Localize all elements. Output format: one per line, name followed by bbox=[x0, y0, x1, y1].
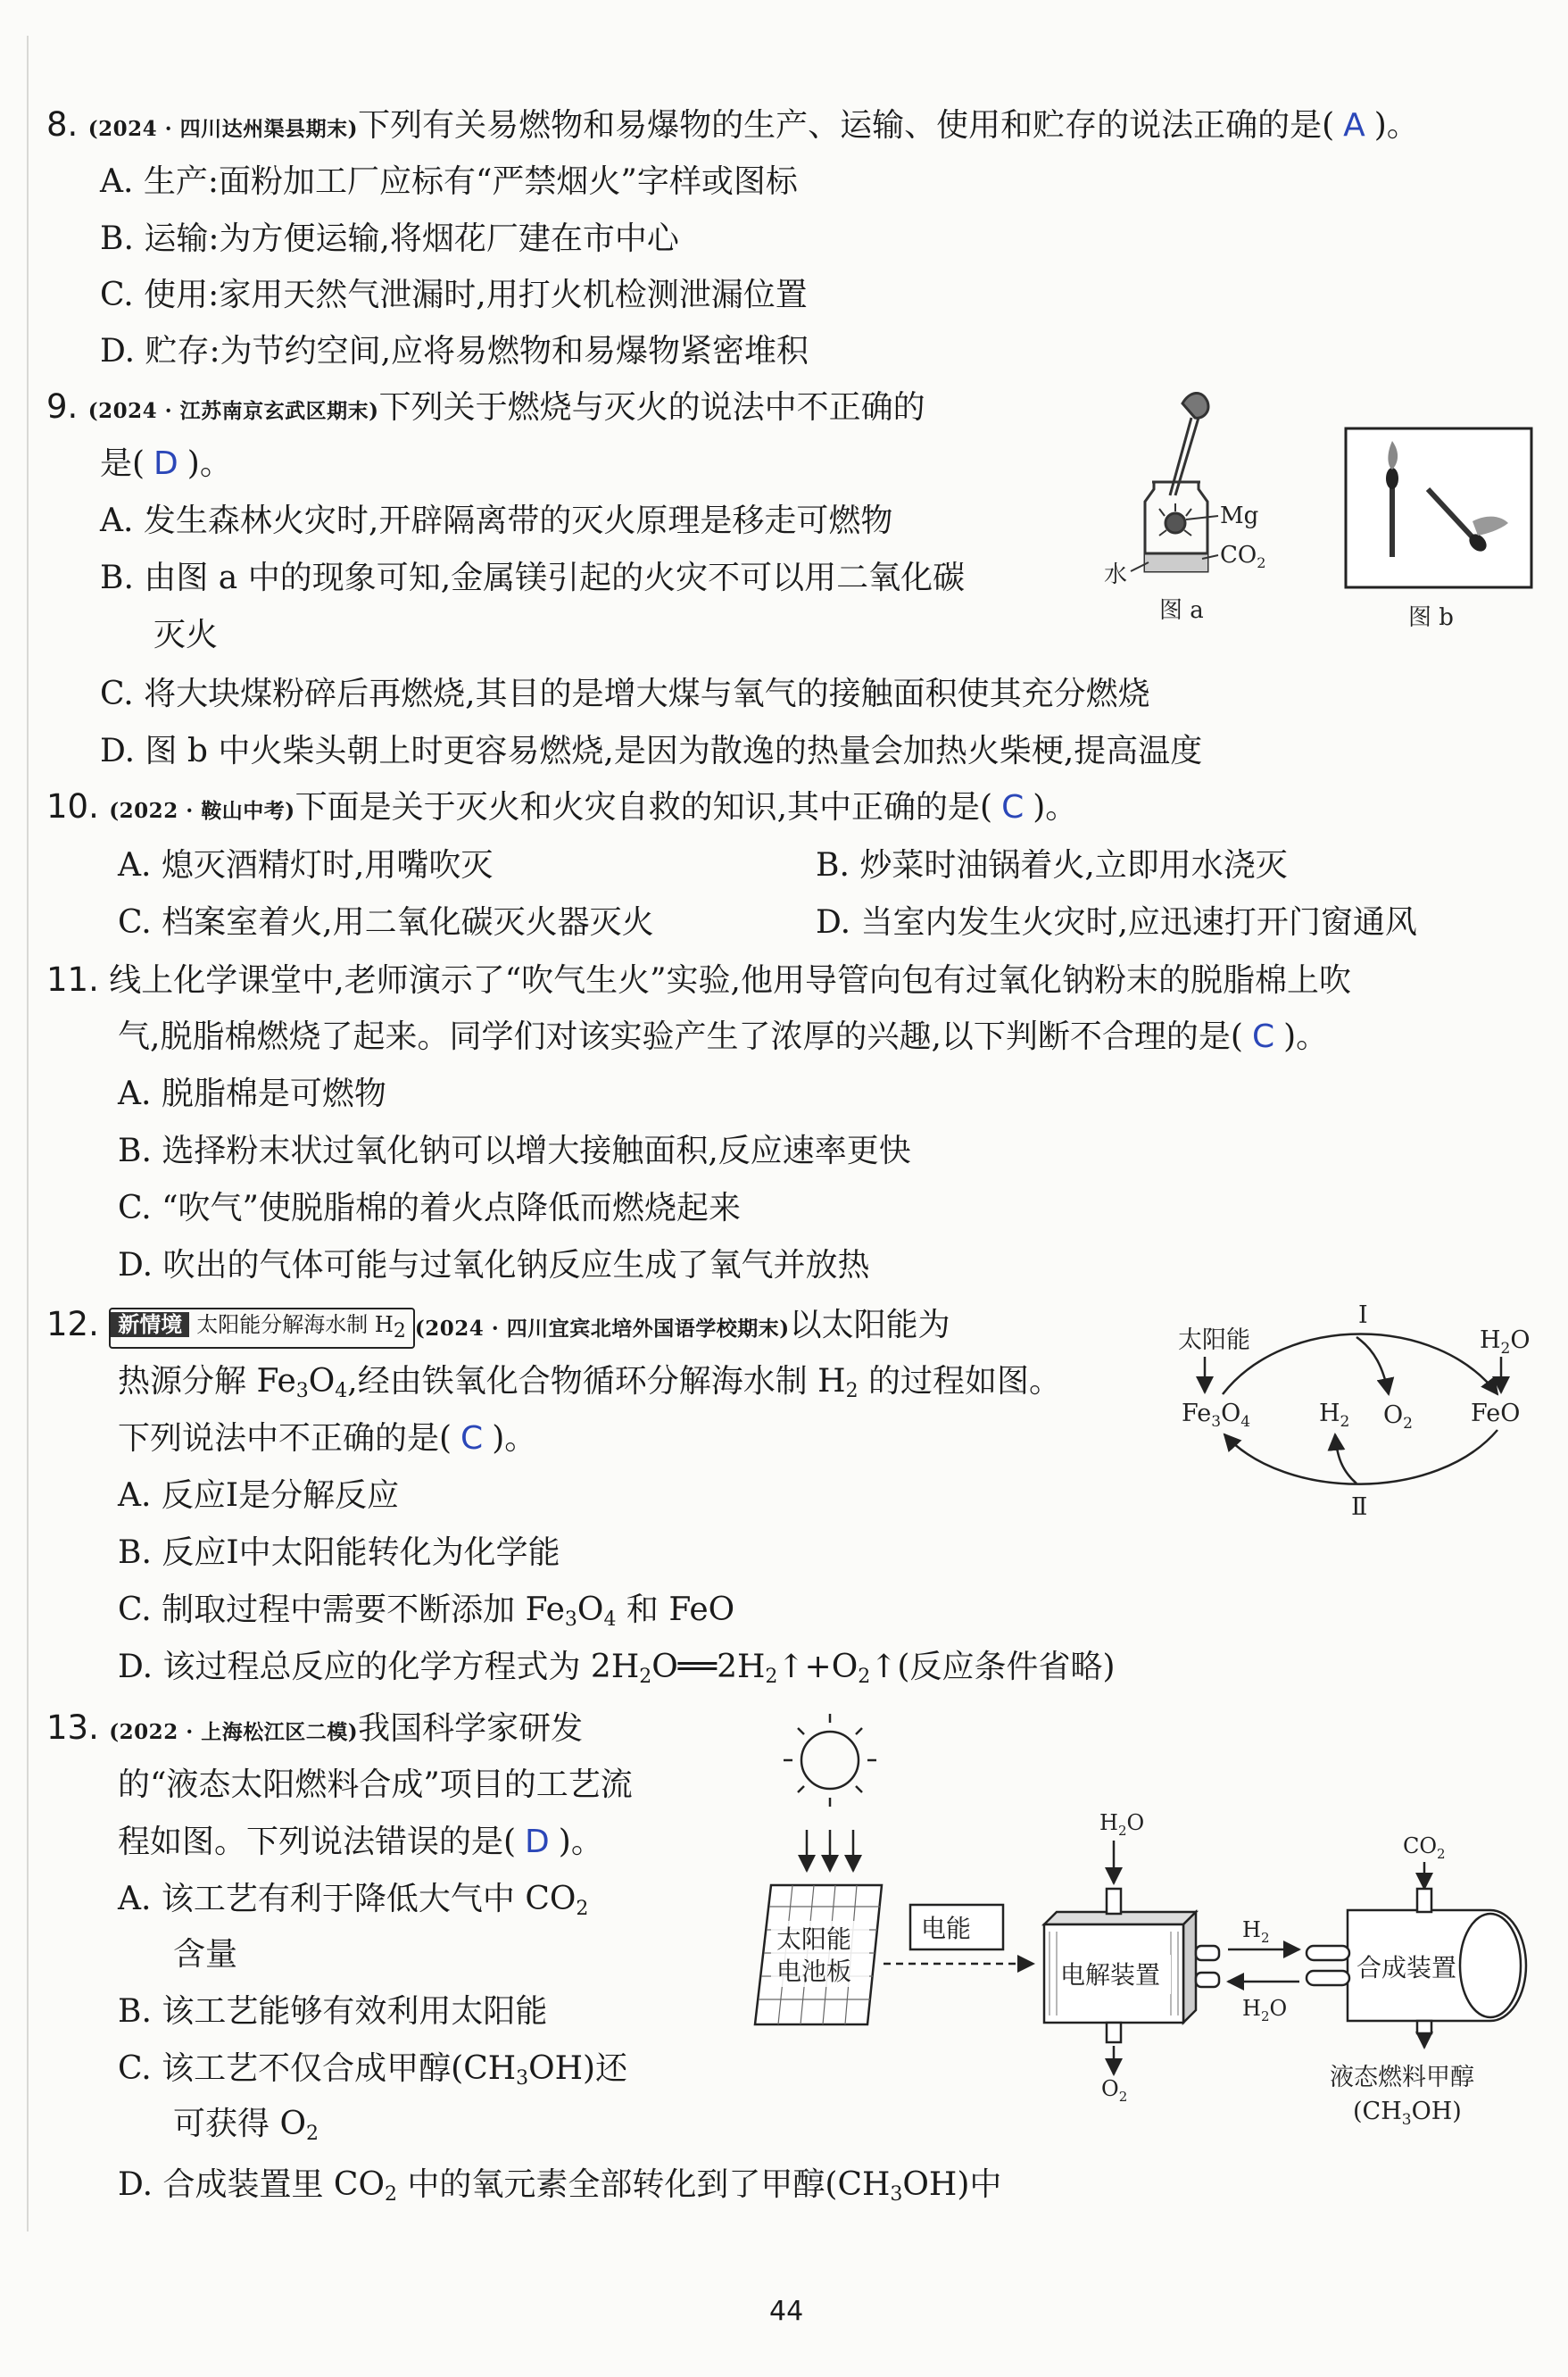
q13-option-d bbox=[118, 2164, 1001, 2216]
q8-stem-end: )。 bbox=[1373, 107, 1419, 144]
label-o2-sub: 2 bbox=[1403, 1415, 1413, 1433]
q9-source: (2024 · 江苏南京玄武区期末) bbox=[87, 399, 379, 423]
label-product-2b: OH) bbox=[1411, 2098, 1462, 2125]
q9-number: 9. bbox=[46, 387, 79, 426]
q13-option-c-cont-s1: 2 bbox=[305, 2123, 319, 2145]
q10-option-d: D. 当室内发生火灾时,应迅速打开门窗通风 bbox=[816, 904, 1417, 941]
q13-stem-c: 程如图。下列说法错误的是( bbox=[118, 1824, 517, 1860]
q13-option-a-p1: A. 该工艺有利于降低大气中 CO bbox=[118, 1881, 577, 1917]
q8-source: (2024 · 四川达州渠县期末) bbox=[87, 117, 359, 141]
q9-option-d: D. 图 b 中火柴头朝上时更容易燃烧,是因为散逸的热量会加热火柴梗,提高温度 bbox=[100, 733, 1203, 769]
q10-option-b: B. 炒菜时油锅着火,立即用水浇灭 bbox=[816, 847, 1288, 884]
label-h2o-return-sub: 2 bbox=[1260, 2008, 1270, 2024]
q11-number: 11. bbox=[46, 960, 99, 999]
figure-b-caption: 图 b bbox=[1408, 604, 1454, 631]
arrow-o2-out bbox=[1356, 1337, 1389, 1394]
q9-option-b: B. 由图 a 中的现象可知,金属镁引起的火灾不可以用二氧化碳 bbox=[100, 560, 966, 596]
q12-stem-line2 bbox=[118, 1360, 1061, 1413]
q10-stem-end: )。 bbox=[1033, 789, 1078, 826]
q12-cycle-diagram bbox=[1169, 1296, 1535, 1537]
label-product-2-sub: 3 bbox=[1401, 2111, 1412, 2129]
q12-stem-c-end: )。 bbox=[492, 1420, 537, 1457]
figure-a-caption: 图 a bbox=[1159, 597, 1204, 624]
q13-source: (2022 · 上海松江区二模) bbox=[109, 1720, 359, 1744]
q11-stem-line2-end: )。 bbox=[1283, 1018, 1329, 1055]
label-h2o-return bbox=[1242, 1996, 1287, 2024]
q12-option-d-s1: 2 bbox=[639, 1666, 652, 1688]
q13-option-d-p1: D. 合成装置里 CO bbox=[118, 2166, 385, 2203]
q12-tag-topic bbox=[189, 1312, 413, 1342]
q11-option-b: B. 选择粉末状过氧化钠可以增大接触面积,反应速率更快 bbox=[118, 1133, 911, 1169]
label-h2o-h: H bbox=[1480, 1326, 1501, 1354]
q10-option-c: C. 档案室着火,用二氧化碳灭火器灭火 bbox=[118, 904, 654, 941]
label-h2o-input bbox=[1099, 1810, 1144, 1839]
q8-number: 8. bbox=[46, 105, 79, 144]
q12-stem-b2: O bbox=[308, 1363, 336, 1400]
q12-option-c-p1: C. 制取过程中需要不断添加 Fe bbox=[118, 1592, 565, 1628]
q12-stem-b4: 的过程如图。 bbox=[858, 1363, 1062, 1400]
label-o2-output-sub: 2 bbox=[1118, 2089, 1128, 2105]
q12-option-d-p3: ↑+O bbox=[777, 1649, 859, 1685]
q10-number: 10. bbox=[46, 787, 99, 826]
q13-option-a bbox=[118, 1878, 588, 1931]
q11-option-a: A. 脱脂棉是可燃物 bbox=[118, 1076, 386, 1112]
label-h2o-input-o: O bbox=[1126, 1810, 1145, 1835]
q8-stem-text: 下列有关易燃物和易爆物的生产、运输、使用和贮存的说法正确的是( bbox=[358, 107, 1335, 144]
arrow-h2-out bbox=[1335, 1434, 1356, 1484]
page-number: 44 bbox=[769, 2296, 804, 2327]
label-electrolysis: 电解装置 bbox=[1060, 1960, 1161, 1990]
q9-figure-a bbox=[1102, 384, 1316, 634]
label-co2-sub: 2 bbox=[1257, 554, 1266, 571]
q9-option-c: C. 将大块煤粉碎后再燃烧,其目的是增大煤与氧气的接触面积使其充分燃烧 bbox=[100, 676, 1150, 712]
label-fe3o4 bbox=[1182, 1400, 1250, 1431]
q12-option-d-s3: 2 bbox=[858, 1666, 871, 1688]
q12-tag-label: 新情境 bbox=[111, 1312, 189, 1337]
q13-option-b: B. 该工艺能够有效利用太阳能 bbox=[118, 1993, 548, 2030]
q10-answer: C bbox=[1001, 789, 1025, 826]
label-h2-sub: 2 bbox=[1340, 1413, 1350, 1431]
arrow-reaction-1 bbox=[1223, 1334, 1497, 1395]
q12-stem-b-sub3: 2 bbox=[845, 1380, 859, 1402]
q13-option-c bbox=[118, 2048, 627, 2100]
q10-source: (2022 · 鞍山中考) bbox=[109, 799, 295, 823]
q11-stem-line2-text: 气,脱脂棉燃烧了起来。同学们对该实验产生了浓厚的兴趣,以下判断不合理的是( bbox=[118, 1018, 1243, 1055]
q12-option-c bbox=[118, 1589, 734, 1641]
label-h2-flow-h: H bbox=[1242, 1917, 1261, 1942]
label-h2o-input-h: H bbox=[1099, 1810, 1118, 1835]
q12-stem-line1 bbox=[46, 1303, 950, 1351]
q8-option-c: C. 使用:家用天然气泄漏时,用打火机检测泄漏位置 bbox=[100, 277, 808, 313]
label-fe3o4-s2: 4 bbox=[1240, 1413, 1251, 1431]
solar-panel-icon bbox=[755, 1885, 882, 2024]
label-h2o-sub: 2 bbox=[1500, 1340, 1511, 1358]
q12-source: (2024 · 四川宜宾北培外国语学校期末) bbox=[414, 1317, 790, 1341]
q10-option-a: A. 熄灭酒精灯时,用嘴吹灭 bbox=[118, 847, 494, 884]
q12-option-d bbox=[118, 1646, 1116, 1699]
q13-option-c-cont bbox=[173, 2103, 319, 2156]
q12-tag-topic-sub: 2 bbox=[393, 1320, 406, 1342]
label-co2-main: CO bbox=[1220, 542, 1257, 569]
q13-option-a-cont: 含量 bbox=[173, 1936, 238, 1973]
label-co2 bbox=[1220, 542, 1265, 571]
q13-stem-line1 bbox=[46, 1707, 583, 1754]
label-product-2 bbox=[1353, 2098, 1462, 2129]
label-reaction-2: Ⅱ bbox=[1351, 1493, 1368, 1521]
q13-option-c-p2: OH)还 bbox=[528, 2050, 628, 2087]
q8-option-a: A. 生产:面粉加工厂应标有“严禁烟火”字样或图标 bbox=[100, 163, 798, 200]
q12-option-c-s1: 3 bbox=[564, 1608, 577, 1631]
q9-stem-line2-end: )。 bbox=[187, 445, 232, 482]
q12-option-c-s2: 4 bbox=[603, 1608, 617, 1631]
label-solar-energy: 太阳能 bbox=[1178, 1326, 1250, 1354]
q9-option-a: A. 发生森林火灾时,开辟隔离带的灭火原理是移走可燃物 bbox=[100, 503, 893, 539]
q11-stem-line1 bbox=[46, 959, 1351, 1002]
figure-b-frame bbox=[1346, 428, 1531, 587]
q13-option-d-p2: 中的氧元素全部转化到了甲醇(CH bbox=[396, 2166, 891, 2203]
label-o2-o: O bbox=[1383, 1401, 1404, 1429]
page-edge-line bbox=[27, 36, 29, 2232]
label-h2-h: H bbox=[1319, 1400, 1340, 1427]
label-h2-flow-sub: 2 bbox=[1260, 1930, 1270, 1946]
label-feo: FeO bbox=[1471, 1400, 1521, 1427]
q13-stem-a: 我国科学家研发 bbox=[358, 1710, 584, 1747]
electricity-box bbox=[910, 1905, 1003, 1949]
q11-answer: C bbox=[1251, 1018, 1275, 1055]
q11-option-d: D. 吹出的气体可能与过氧化钠反应生成了氧气并放热 bbox=[118, 1247, 870, 1284]
q8-option-b: B. 运输:为方便运输,将烟花厂建在市中心 bbox=[100, 220, 679, 257]
tongs-hand-icon bbox=[1170, 393, 1208, 495]
synthesis-device-icon bbox=[1307, 1889, 1526, 2033]
q13-answer: D bbox=[525, 1824, 550, 1860]
label-reaction-1: Ⅰ bbox=[1358, 1301, 1368, 1329]
q11-option-c: C. “吹气”使脱脂棉的着火点降低而燃烧起来 bbox=[118, 1190, 741, 1226]
q12-tag bbox=[109, 1308, 415, 1349]
q13-stem-c-end: )。 bbox=[558, 1824, 603, 1860]
label-synthesis: 合成装置 bbox=[1356, 1953, 1457, 1982]
q12-stem-b3: ,经由铁氧化合物循环分解海水制 H bbox=[347, 1363, 846, 1400]
q13-option-a-s1: 2 bbox=[576, 1898, 589, 1920]
label-h2o-return-h: H bbox=[1242, 1996, 1261, 2021]
label-o2-output bbox=[1101, 2076, 1127, 2105]
q8-stem bbox=[46, 104, 1419, 151]
q12-stem-b-sub2: 4 bbox=[335, 1380, 348, 1402]
q13-option-c-p1: C. 该工艺不仅合成甲醇(CH bbox=[118, 2050, 517, 2087]
label-h2 bbox=[1319, 1400, 1349, 1431]
label-co2-input-sub: 2 bbox=[1437, 1846, 1446, 1862]
label-h2o-o: O bbox=[1510, 1326, 1531, 1354]
label-co2-input bbox=[1403, 1833, 1446, 1862]
q9-answer: D bbox=[153, 445, 178, 482]
label-electricity: 电能 bbox=[921, 1914, 972, 1943]
q13-stem-line2: 的“液态太阳燃料合成”项目的工艺流 bbox=[118, 1766, 633, 1803]
label-fe3o4-fe: Fe bbox=[1182, 1400, 1212, 1427]
q13-option-d-s2: 3 bbox=[890, 2183, 903, 2206]
label-h2o-input-sub: 2 bbox=[1117, 1823, 1127, 1839]
q9-stem-text: 下列关于燃烧与灭火的说法中不正确的 bbox=[378, 389, 925, 426]
q12-stem-c: 下列说法中不正确的是( bbox=[118, 1420, 452, 1457]
q13-number: 13. bbox=[46, 1708, 99, 1747]
q9-figure-b bbox=[1339, 423, 1535, 637]
q12-stem-line3 bbox=[118, 1417, 536, 1460]
q9-stem-line2-text: 是( bbox=[100, 445, 145, 482]
q12-option-b: B. 反应Ⅰ中太阳能转化为化学能 bbox=[118, 1534, 560, 1571]
label-product-1: 液态燃料甲醇 bbox=[1330, 2064, 1474, 2091]
label-solar-panel-2: 电池板 bbox=[776, 1957, 852, 1986]
q13-option-d-s1: 2 bbox=[384, 2183, 397, 2206]
q12-stem-b1: 热源分解 Fe bbox=[118, 1363, 296, 1400]
q12-option-d-p2: O══2H bbox=[651, 1649, 766, 1685]
q13-option-c-cont-p1: 可获得 O bbox=[173, 2106, 306, 2142]
label-fe3o4-s1: 3 bbox=[1211, 1413, 1222, 1431]
sunlight-arrows bbox=[807, 1830, 853, 1871]
q12-option-c-p2: O bbox=[577, 1592, 604, 1628]
q12-option-d-p4: ↑(反应条件省略) bbox=[870, 1649, 1116, 1685]
q10-stem-text: 下面是关于灭火和火灾自救的知识,其中正确的是( bbox=[295, 789, 993, 826]
q12-stem-a: 以太阳能为 bbox=[789, 1307, 950, 1343]
q13-stem-line3 bbox=[118, 1821, 603, 1864]
q13-process-diagram bbox=[732, 1696, 1535, 2160]
q12-option-a: A. 反应Ⅰ是分解反应 bbox=[118, 1477, 400, 1514]
label-co2-input-c: CO bbox=[1403, 1833, 1438, 1858]
label-product-2a: (CH bbox=[1353, 2098, 1402, 2125]
q12-stem-b-sub1: 3 bbox=[295, 1380, 309, 1402]
q12-number: 12. bbox=[46, 1305, 99, 1343]
q12-option-d-s2: 2 bbox=[765, 1666, 778, 1688]
q9-stem-line1 bbox=[46, 386, 925, 433]
label-o2-output-o: O bbox=[1101, 2076, 1119, 2101]
label-h2o bbox=[1480, 1326, 1531, 1358]
q11-stem-text: 线上化学课堂中,老师演示了“吹气生火”实验,他用导管向包有过氧化钠粉末的脱脂棉上吹 bbox=[109, 962, 1351, 999]
q12-tag-topic-text: 太阳能分解海水制 H bbox=[196, 1312, 394, 1337]
label-water: 水 bbox=[1104, 561, 1128, 588]
q10-stem bbox=[46, 785, 1077, 833]
arrow-reaction-2 bbox=[1224, 1430, 1497, 1484]
q9-stem-line2 bbox=[100, 443, 232, 486]
label-mg: Mg bbox=[1220, 503, 1259, 529]
label-solar-panel-1: 太阳能 bbox=[776, 1924, 852, 1954]
q8-answer: A bbox=[1343, 107, 1365, 144]
sun-icon bbox=[784, 1714, 876, 1807]
label-fe3o4-o: O bbox=[1221, 1400, 1241, 1427]
cycle-arrows bbox=[1205, 1334, 1501, 1484]
q8-option-d: D. 贮存:为节约空间,应将易燃物和易爆物紧密堆积 bbox=[100, 333, 809, 370]
q12-option-d-p1: D. 该过程总反应的化学方程式为 2H bbox=[118, 1649, 640, 1685]
q13-option-d-p3: OH)中 bbox=[902, 2166, 1002, 2203]
q12-answer: C bbox=[460, 1420, 484, 1457]
label-h2o-return-o: O bbox=[1269, 1996, 1288, 2021]
q13-option-c-s1: 3 bbox=[516, 2067, 529, 2090]
label-o2 bbox=[1383, 1401, 1413, 1433]
label-h2-flow bbox=[1242, 1917, 1269, 1946]
electrolysis-device-icon bbox=[1044, 1889, 1219, 2042]
q9-option-b-cont: 灭火 bbox=[153, 617, 219, 653]
q11-stem-line2 bbox=[118, 1016, 1328, 1059]
q12-option-c-p3: 和 FeO bbox=[616, 1592, 735, 1628]
